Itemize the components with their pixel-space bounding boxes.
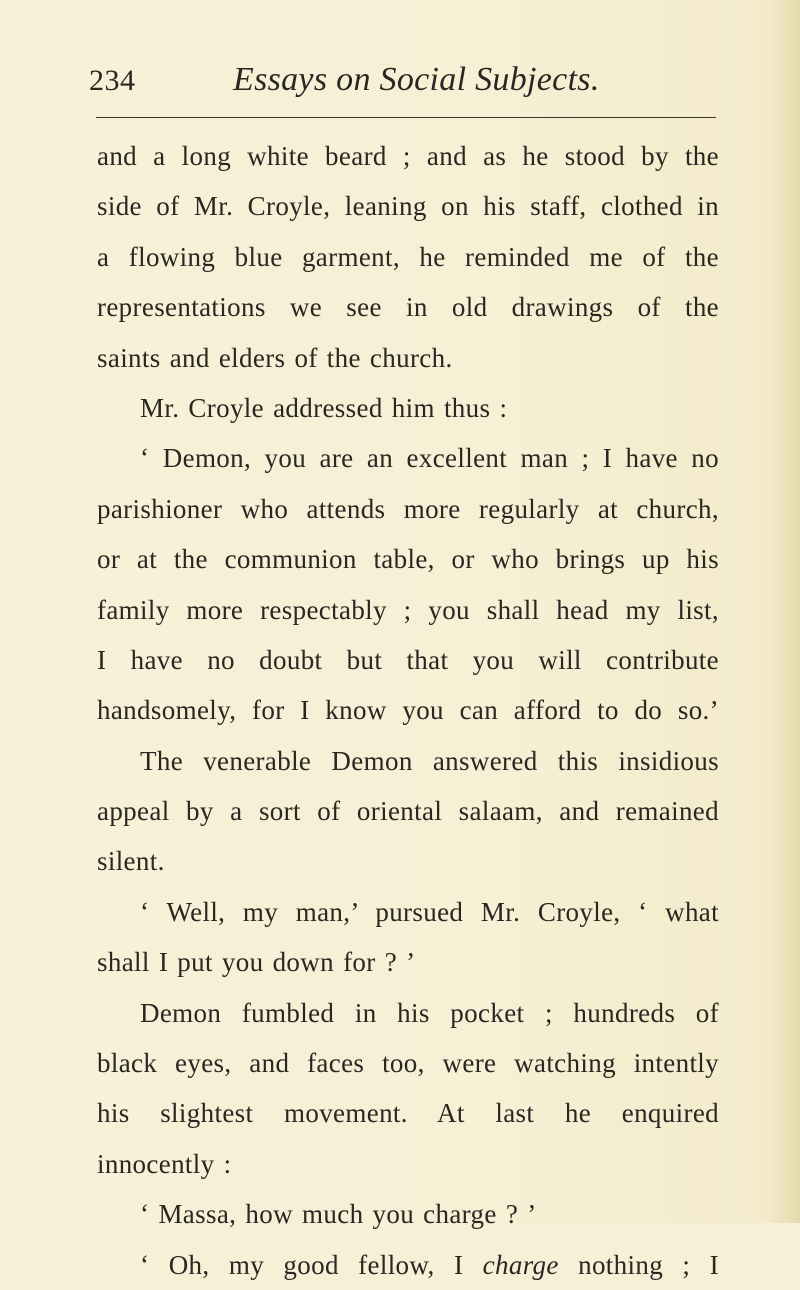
text-line: saints and elders of the church. [97,342,453,373]
running-head-title: Essays on Social Subjects. [233,61,600,98]
running-head [89,56,714,106]
text-line-last [97,1240,719,1290]
text-line: The venerable Demon answered this insidious [140,745,719,776]
text-line: representations we see in old drawings of the [97,292,719,323]
text-line: shall I put you down for ? ’ [97,947,416,978]
text-line: a flowing blue garment, he reminded me of the [97,241,719,272]
text-line: ‘ Well, my man,’ pursued Mr. Croyle, ‘ what [140,896,719,927]
italic-emphasis: charge [482,1249,559,1280]
text-line: ‘ Demon, you are an excellent man ; I have no [140,443,719,474]
text-line: ‘ Massa, how much you charge ? ’ [140,1199,537,1230]
body-text [97,131,719,1290]
text-line: I have no doubt but that you will contribute [97,644,719,675]
text-line: appeal by a sort of oriental salaam, and remained [97,796,719,827]
text-segment: ‘ Oh, my good fellow, I [140,1249,464,1280]
text-line: side of Mr. Croyle, leaning on his staff, clothed in [97,191,719,222]
text-line: innocently : [97,1148,232,1179]
text-line: handsomely, for I know you can afford to do so.’ [97,695,719,726]
text-segment: nothing ; I [578,1249,719,1280]
header-rule [96,117,716,118]
page-number: 234 [89,64,136,97]
text-line: black eyes, and faces too, were watching intently [97,1048,719,1079]
text-line: or at the communion table, or who brings up his [97,544,719,575]
text-line: Demon fumbled in his pocket ; hundreds of [140,997,719,1028]
text-line: Mr. Croyle addressed him thus : [140,392,508,423]
page-edge-shading [770,0,800,1223]
text-line: silent. [97,846,165,877]
text-line: family more respectably ; you shall head my list, [97,594,719,625]
text-line: his slightest movement. At last he enquired [97,1098,719,1129]
text-line: and a long white beard ; and as he stood by the [97,141,719,171]
text-line: parishioner who attends more regularly at church, [97,493,719,524]
